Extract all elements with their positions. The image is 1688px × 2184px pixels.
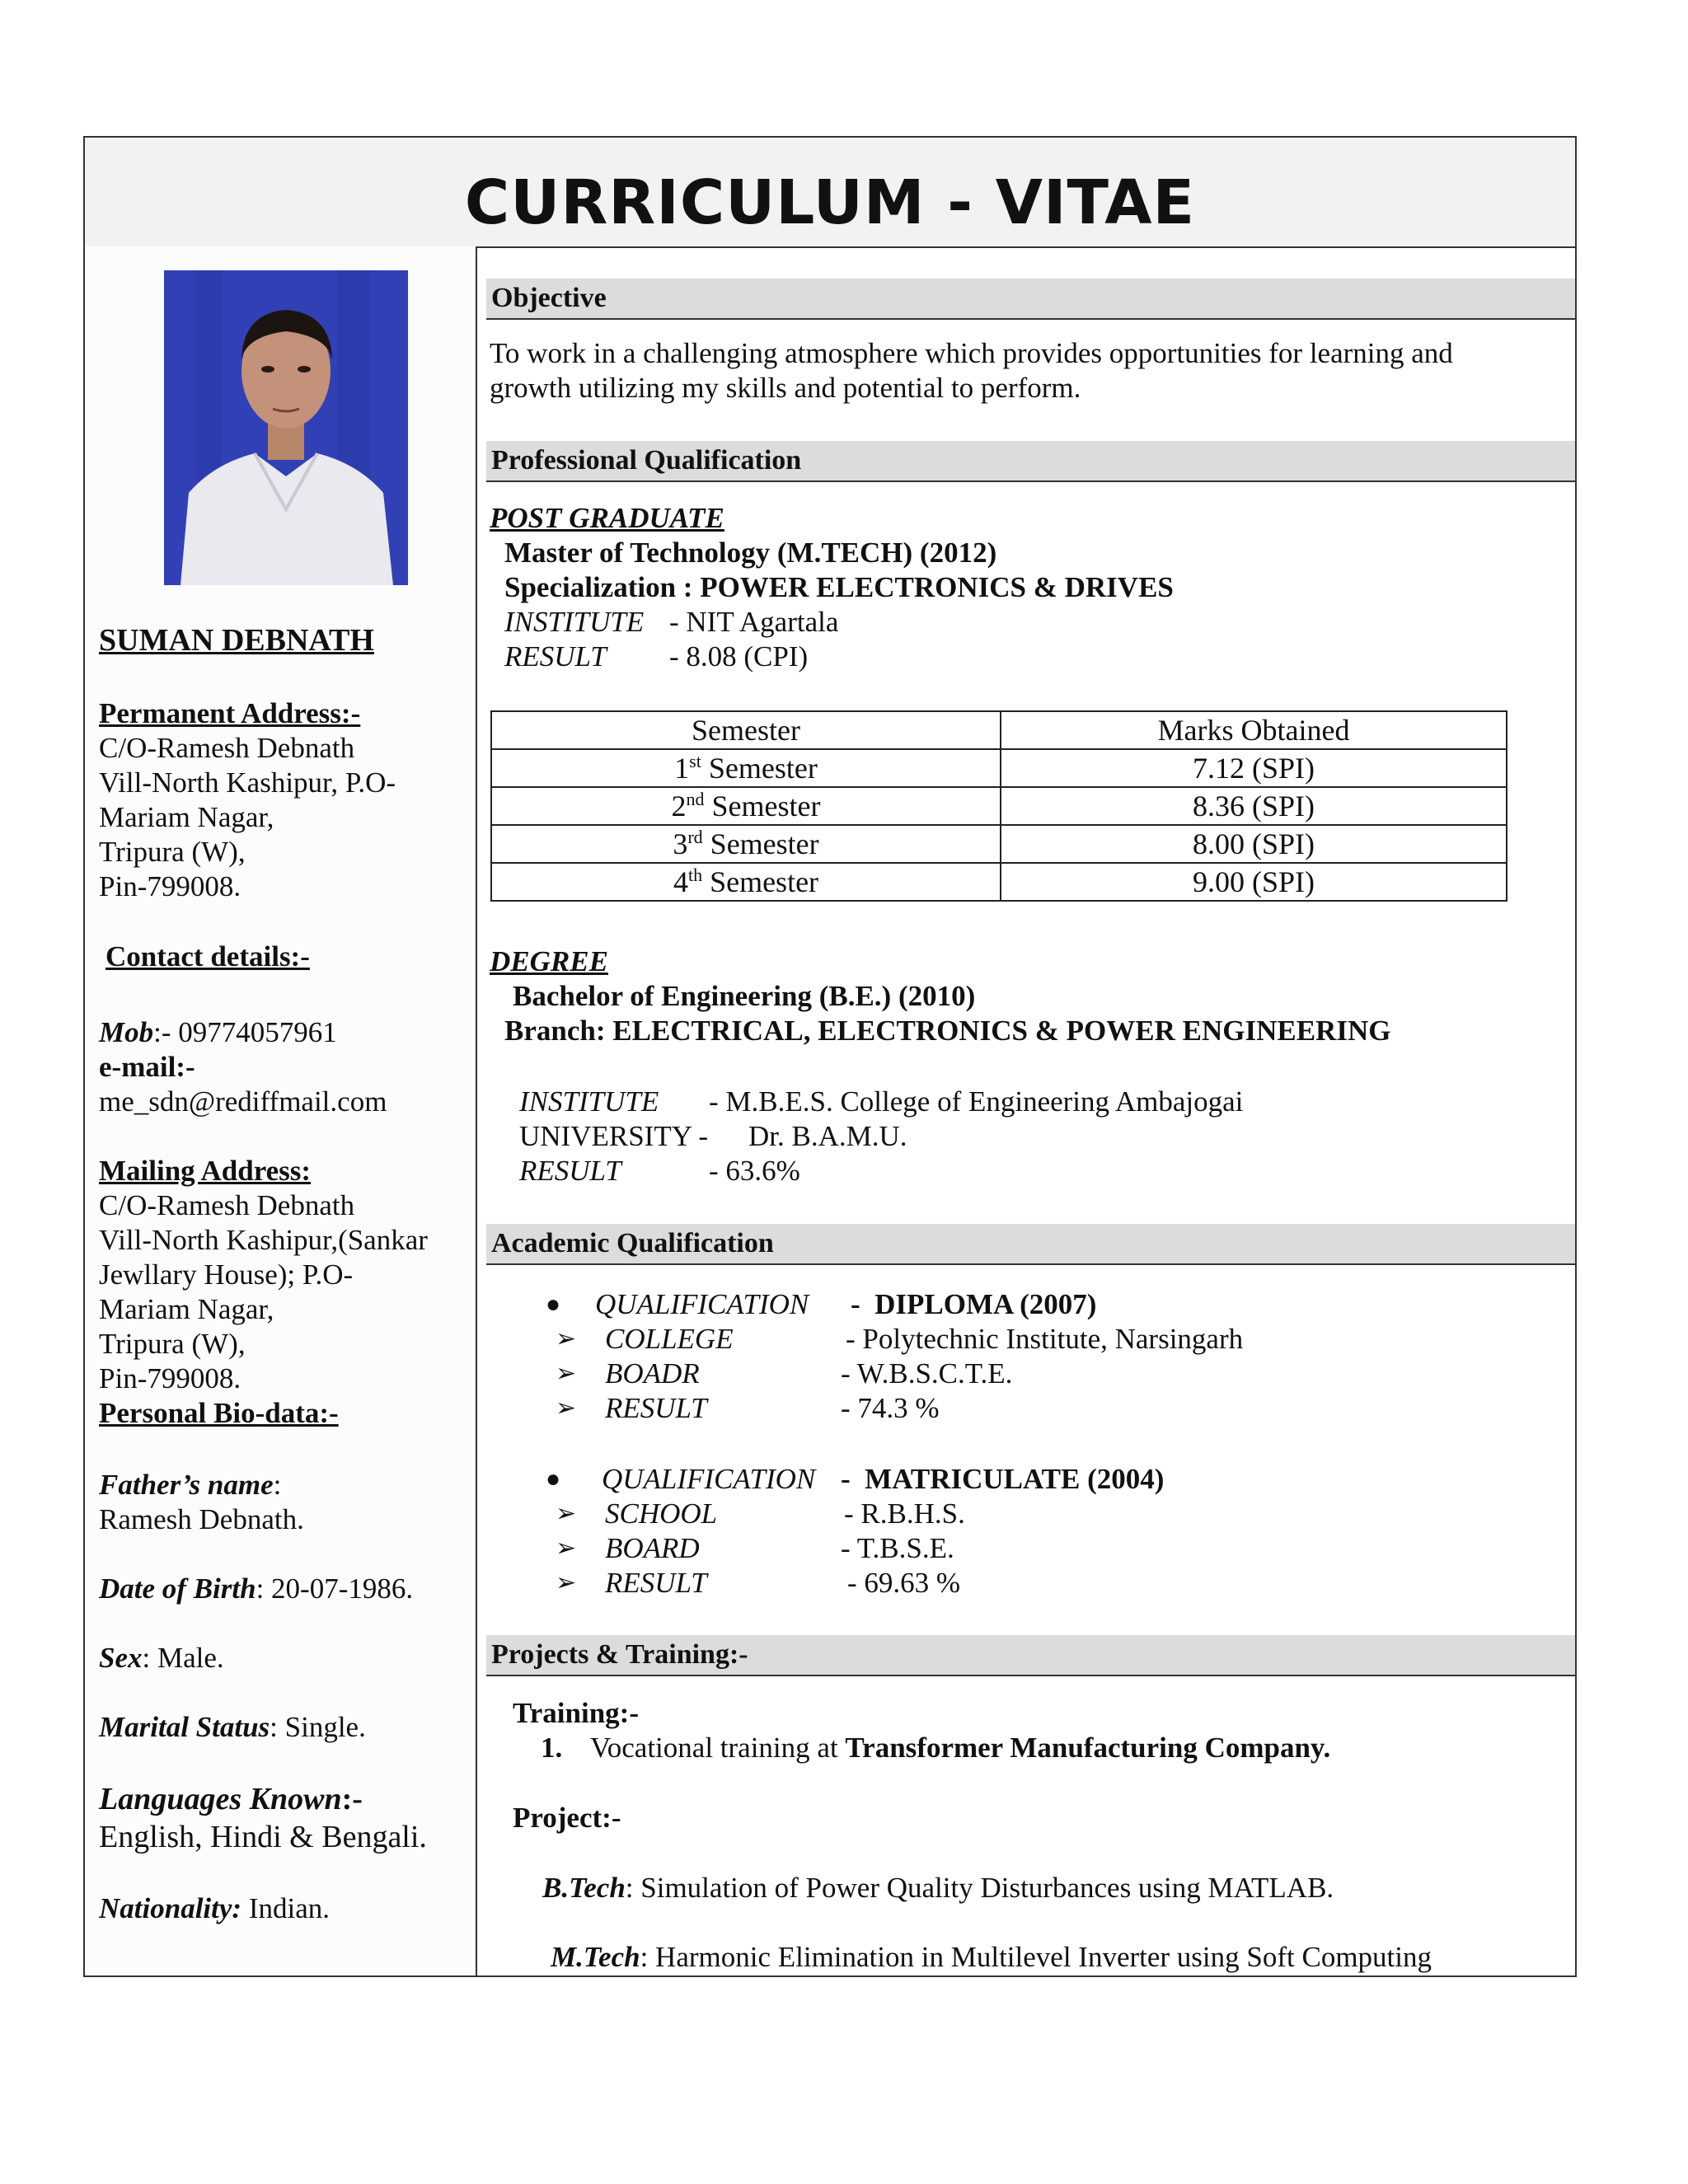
mailing-address-line: Tripura (W), xyxy=(99,1328,246,1360)
qualification-item-label: BOARD xyxy=(605,1532,700,1564)
qualification-item-value: - R.B.H.S. xyxy=(844,1497,965,1530)
qualification-item-value: - T.B.S.E. xyxy=(841,1532,954,1564)
qualification-value: - DIPLOMA (2007) xyxy=(851,1288,1097,1320)
table-header-semester: Semester xyxy=(491,711,1001,749)
father-name-value: Ramesh Debnath. xyxy=(99,1503,304,1535)
page-title: CURRICULUM - VITAE xyxy=(464,167,1196,238)
mtech-project-row xyxy=(551,1940,1432,1975)
father-name-row xyxy=(99,1468,281,1502)
qualification-value: - MATRICULATE (2004) xyxy=(841,1463,1165,1495)
pg-degree: Master of Technology (M.TECH) (2012) xyxy=(504,537,997,569)
degree-result-value: - 63.6% xyxy=(709,1155,800,1187)
arrow-bullet-icon: ➢ xyxy=(556,1500,577,1527)
semester-cell: 3rd Semester xyxy=(491,825,1001,863)
pg-result-value: - 8.08 (CPI) xyxy=(669,640,809,673)
father-name-sep: : xyxy=(273,1469,282,1501)
academic-qualification-heading: Academic Qualification xyxy=(486,1224,1575,1265)
father-name-label: Father’s name xyxy=(99,1469,274,1501)
nationality-label: Nationality: xyxy=(99,1892,242,1924)
mailing-address-heading: Mailing Address: xyxy=(99,1155,312,1187)
professional-qualification-heading: Professional Qualification xyxy=(486,441,1575,482)
objective-line: To work in a challenging atmosphere which provides opportunities for learning and xyxy=(490,337,1453,369)
qualification-item-value: - W.B.S.C.T.E. xyxy=(841,1357,1013,1390)
arrow-bullet-icon: ➢ xyxy=(556,1535,577,1562)
candidate-name: SUMAN DEBNATH xyxy=(99,623,374,658)
table-header-row xyxy=(491,711,1507,749)
arrow-bullet-icon: ➢ xyxy=(556,1325,577,1352)
training-text: Vocational training at xyxy=(590,1732,846,1764)
permanent-address-line: Vill-North Kashipur, P.O- xyxy=(99,766,396,799)
degree-heading: DEGREE xyxy=(490,945,608,977)
dob-row xyxy=(99,1572,413,1606)
table-row xyxy=(491,863,1507,901)
qualification-item-value: - Polytechnic Institute, Narsingarh xyxy=(846,1323,1244,1355)
qualification-item-label: RESULT xyxy=(605,1392,707,1424)
qualification-item-value: - 69.63 % xyxy=(847,1567,961,1599)
qualification-item-value: - 74.3 % xyxy=(841,1392,940,1424)
btech-label: B.Tech xyxy=(542,1872,626,1904)
sex-value: : Male. xyxy=(142,1642,224,1674)
nationality-row xyxy=(99,1891,330,1926)
degree-university-label: UNIVERSITY - xyxy=(519,1120,709,1152)
mobile-value: :- 09774057961 xyxy=(153,1016,337,1048)
table-row xyxy=(491,787,1507,825)
sex-row xyxy=(99,1641,224,1675)
arrow-bullet-icon: ➢ xyxy=(556,1394,577,1422)
semester-cell: 2nd Semester xyxy=(491,787,1001,825)
bullet-dot-icon: ● xyxy=(546,1291,561,1318)
semester-cell: 4th Semester xyxy=(491,863,1001,901)
mailing-address-line: Pin-799008. xyxy=(99,1362,241,1394)
person-portrait-icon xyxy=(164,270,408,585)
profile-photo xyxy=(164,270,408,585)
mtech-label: M.Tech xyxy=(551,1941,640,1973)
mobile-label: Mob xyxy=(99,1016,154,1048)
title-band xyxy=(85,138,1575,248)
qualification-item-label: RESULT xyxy=(605,1567,707,1599)
bullet-dot-icon: ● xyxy=(546,1465,561,1493)
btech-text: : Simulation of Power Quality Disturbances using MATLAB. xyxy=(625,1872,1334,1904)
table-header-marks: Marks Obtained xyxy=(1001,711,1507,749)
projects-training-heading: Projects & Training:- xyxy=(486,1635,1575,1676)
languages-value: English, Hindi & Bengali. xyxy=(99,1820,427,1854)
pg-institute-label: INSTITUTE xyxy=(504,606,645,638)
permanent-address-line: C/O-Ramesh Debnath xyxy=(99,732,355,764)
project-heading: Project:- xyxy=(513,1802,621,1834)
degree-institute-value: - M.B.E.S. College of Engineering Ambajogai xyxy=(709,1085,1244,1118)
training-number: 1. xyxy=(541,1732,563,1764)
mtech-text: : Harmonic Elimination in Multilevel Inverter using Soft Computing xyxy=(640,1941,1432,1973)
qualification-item-label: SCHOOL xyxy=(605,1497,718,1530)
mailing-address-line: Mariam Nagar, xyxy=(99,1293,274,1325)
objective-line: growth utilizing my skills and potential to perform. xyxy=(490,372,1081,404)
training-company: Transformer Manufacturing Company. xyxy=(845,1732,1331,1764)
arrow-bullet-icon: ➢ xyxy=(556,1569,577,1596)
languages-sep: :- xyxy=(341,1782,363,1816)
table-row xyxy=(491,825,1507,863)
qualification-item-label: COLLEGE xyxy=(605,1323,734,1355)
permanent-address-line: Mariam Nagar, xyxy=(99,801,274,833)
degree-institute-label: INSTITUTE xyxy=(519,1085,659,1118)
dob-label: Date of Birth xyxy=(99,1572,256,1605)
marital-status-value: : Single. xyxy=(270,1711,366,1743)
post-graduate-heading: POST GRADUATE xyxy=(490,502,724,534)
qualification-item-label: BOADR xyxy=(605,1357,700,1390)
email-value[interactable]: me_sdn@rediffmail.com xyxy=(99,1085,387,1118)
dob-value: : 20-07-1986. xyxy=(256,1572,414,1605)
marital-status-label: Marital Status xyxy=(99,1711,270,1743)
languages-label: Languages Known xyxy=(99,1782,342,1816)
semester-marks-table xyxy=(490,710,1507,902)
permanent-address-line: Tripura (W), xyxy=(99,836,246,868)
table-row xyxy=(491,749,1507,787)
marks-cell: 8.00 (SPI) xyxy=(1001,825,1507,863)
mobile-row xyxy=(99,1015,337,1050)
personal-biodata-heading: Personal Bio-data:- xyxy=(99,1397,339,1429)
training-item xyxy=(590,1731,1330,1765)
marks-cell: 8.36 (SPI) xyxy=(1001,787,1507,825)
qualification-label: QUALIFICATION xyxy=(602,1463,816,1495)
mailing-address-line: Jewllary House); P.O- xyxy=(99,1258,354,1291)
degree-branch: Branch: ELECTRICAL, ELECTRONICS & POWER ENGINEERING xyxy=(504,1015,1391,1047)
degree-title: Bachelor of Engineering (B.E.) (2010) xyxy=(513,980,976,1012)
mailing-address-line: Vill-North Kashipur,(Sankar xyxy=(99,1224,428,1256)
degree-result-label: RESULT xyxy=(519,1155,621,1187)
languages-row xyxy=(99,1782,363,1816)
semester-cell: 1st Semester xyxy=(491,749,1001,787)
pg-result-label: RESULT xyxy=(504,640,607,673)
btech-project-row xyxy=(542,1871,1334,1905)
nationality-value: Indian. xyxy=(241,1892,330,1924)
marks-cell: 7.12 (SPI) xyxy=(1001,749,1507,787)
mailing-address-line: C/O-Ramesh Debnath xyxy=(99,1189,355,1221)
permanent-address-line: Pin-799008. xyxy=(99,870,241,902)
degree-university-value: Dr. B.A.M.U. xyxy=(748,1120,907,1152)
marks-cell: 9.00 (SPI) xyxy=(1001,863,1507,901)
sex-label: Sex xyxy=(99,1642,143,1674)
email-label: e-mail:- xyxy=(99,1051,195,1083)
marital-status-row xyxy=(99,1710,366,1745)
objective-heading: Objective xyxy=(486,279,1575,320)
permanent-address-heading: Permanent Address:- xyxy=(99,697,361,729)
training-heading: Training:- xyxy=(513,1697,639,1729)
arrow-bullet-icon: ➢ xyxy=(556,1360,577,1387)
pg-institute-value: - NIT Agartala xyxy=(669,606,839,638)
pg-specialization: Specialization : POWER ELECTRONICS & DRIVES xyxy=(504,571,1174,603)
contact-details-heading: Contact details:- xyxy=(106,940,310,972)
qualification-label: QUALIFICATION xyxy=(595,1288,809,1320)
